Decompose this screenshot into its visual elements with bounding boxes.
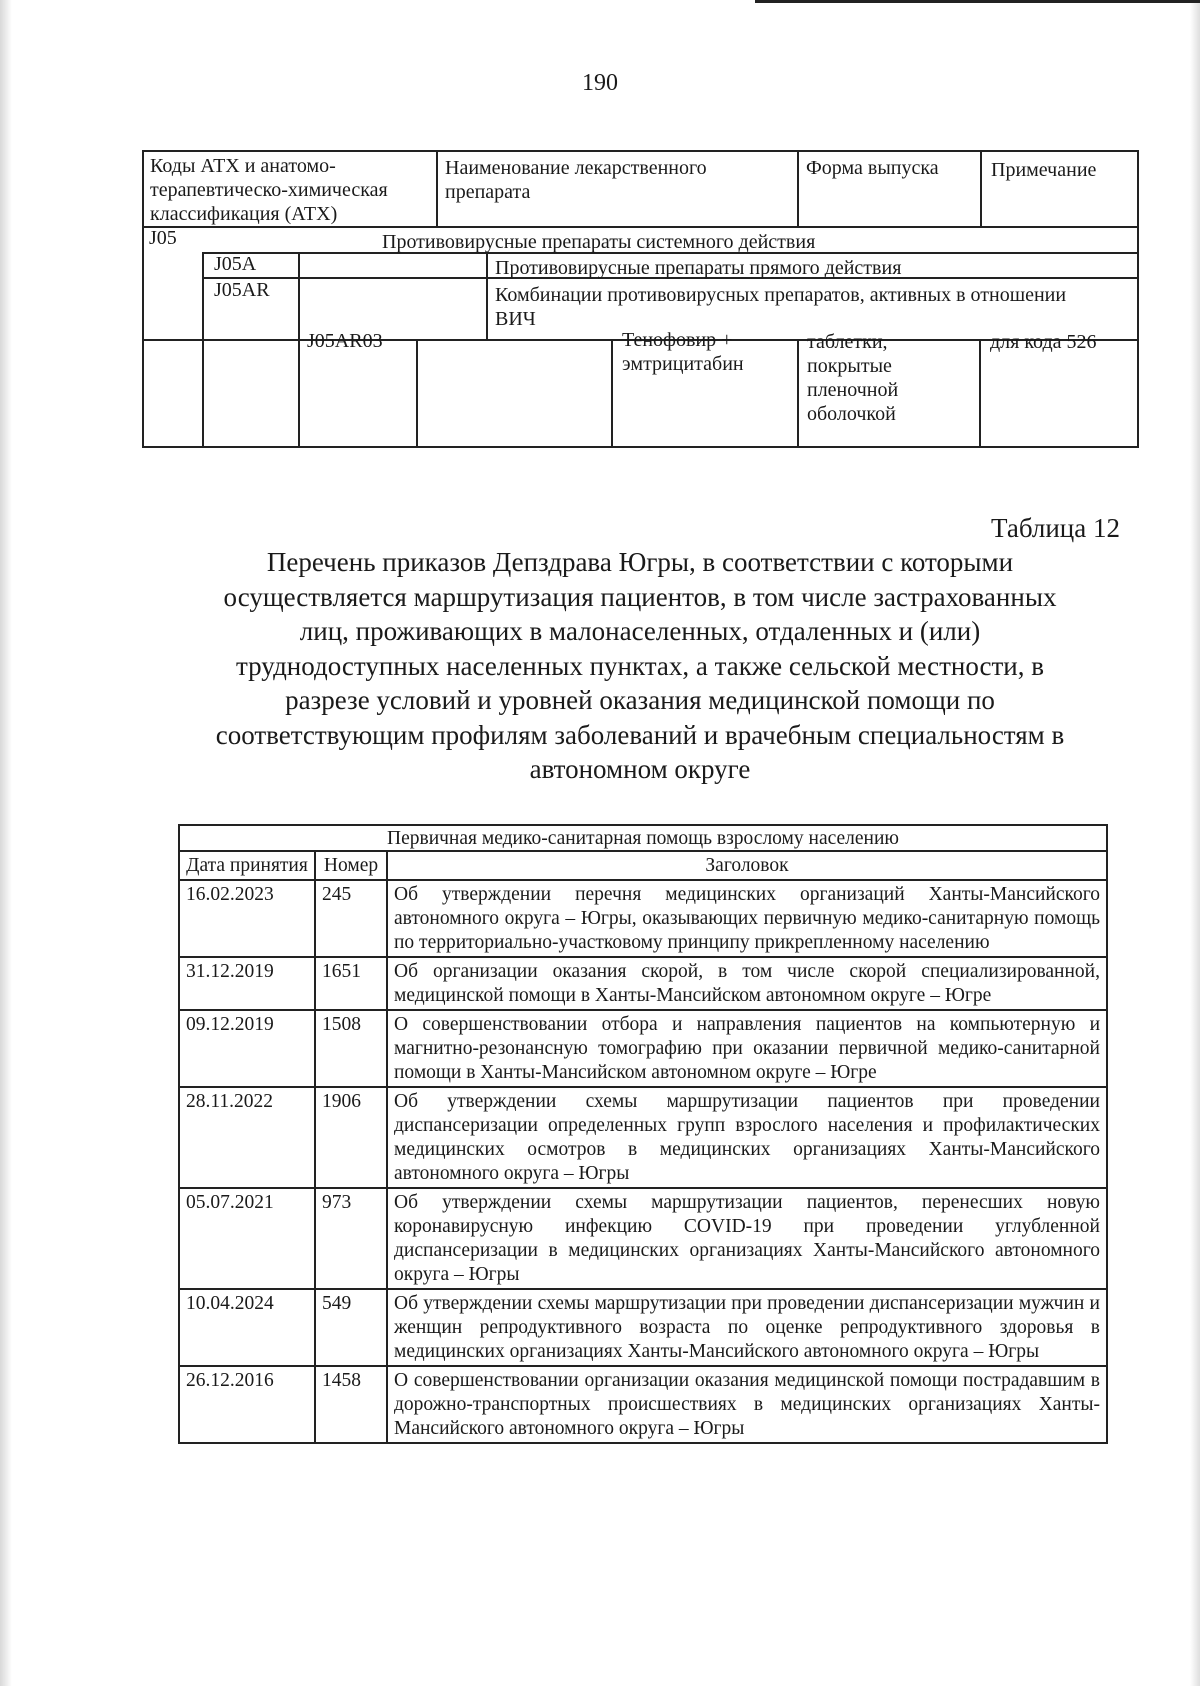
page-number: 190 [582, 70, 618, 96]
atx-rule [298, 252, 300, 446]
atx-drug-note: для кода 526 [990, 331, 1097, 353]
column-header-title: Заголовок [387, 851, 1107, 880]
row-number: 1458 [315, 1366, 387, 1443]
table-row [179, 1188, 1107, 1289]
table-title: Перечень приказов Депздрава Югры, в соответствии с которыми осуществляется маршрутизация пациентов, в том числе застрахованных лиц, проживающих в малонаселенных, отдаленных и (или) труднодоступных населенных пунктах, а также сельской местности, в разрезе условий и уровней оказания медицинской помощи по соответствующим профилям заболеваний и врачебным специальностям в автономном округе [215, 547, 1065, 784]
row-number: 549 [315, 1289, 387, 1366]
atx-rule [980, 152, 982, 226]
row-number: 1508 [315, 1010, 387, 1087]
atx-rule [797, 152, 799, 226]
row-number: 245 [315, 880, 387, 957]
atx-code-j05ar: J05AR [214, 279, 270, 301]
row-title: Об утверждении схемы маршрутизации пациентов при проведении диспансеризации определенных групп взрослого населения и профилактических медицинских осмотров в медицинских организациях Ханты-Мансийского автономного округа – Югры [387, 1087, 1107, 1188]
atx-label-j05a: Противовирусные препараты прямого действия [495, 257, 902, 279]
row-title: Об утверждении схемы маршрутизации при проведении диспансеризации мужчин и женщин репродуктивного возраста по оценке репродуктивного здоровья в медицинских организациях Ханты-Мансийского автономного округа – Югры [387, 1289, 1107, 1366]
atx-header-name: Наименование лекарственного препарата [445, 157, 707, 203]
row-date: 05.07.2021 [179, 1188, 315, 1289]
atx-rule [436, 152, 438, 226]
row-number: 1651 [315, 957, 387, 1010]
atx-rule [797, 339, 799, 446]
row-date: 26.12.2016 [179, 1366, 315, 1443]
row-title: Об организации оказания скорой, в том числе скорой специализированной, медицинской помощи в Ханты-Мансийском автономном округе – Югре [387, 957, 1107, 1010]
table-row [179, 1087, 1107, 1188]
atx-drug-name: Тенофовир + эмтрицитабин [622, 329, 744, 375]
table-row [179, 1366, 1107, 1443]
atx-header-note: Примечание [991, 159, 1097, 181]
row-title: Об утверждении схемы маршрутизации пациентов, перенесших новую коронавирусную инфекцию COVID-19 при проведении углубленной диспансеризации в медицинских организациях Ханты-Мансийского автономного округа – Югры [387, 1188, 1107, 1289]
scan-edge-left [0, 0, 12, 1686]
column-header-date: Дата принятия [179, 851, 315, 880]
atx-code-j05a: J05A [214, 253, 257, 275]
atx-code-j05: J05 [149, 227, 177, 249]
row-date: 31.12.2019 [179, 957, 315, 1010]
row-date: 16.02.2023 [179, 880, 315, 957]
row-title: О совершенствовании организации оказания медицинской помощи пострадавшим в дорожно-транспортных происшествиях в медицинских организациях Ханты-Мансийского автономного округа – Югры [387, 1366, 1107, 1443]
atx-table [142, 150, 1139, 448]
row-date: 09.12.2019 [179, 1010, 315, 1087]
orders-table [178, 824, 1108, 1444]
row-title: Об утверждении перечня медицинских организаций Ханты-Мансийского автономного округа – Югры, оказывающих первичную медико-санитарную помощь по территориально-участковому принципу прикрепленному населению [387, 880, 1107, 957]
atx-header-codes: Коды АТХ и анатомо-терапевтическо-химическая классификация (АТХ) [150, 155, 388, 225]
atx-rule [611, 339, 613, 446]
table-row [179, 957, 1107, 1010]
atx-label-j05: Противовирусные препараты системного действия [382, 231, 816, 253]
table-row [179, 1010, 1107, 1087]
section-header-row [179, 825, 1107, 851]
row-number: 1906 [315, 1087, 387, 1188]
row-date: 10.04.2024 [179, 1289, 315, 1366]
section-header: Первичная медико-санитарная помощь взрослому населению [179, 825, 1107, 851]
atx-rule [486, 252, 488, 339]
row-number: 973 [315, 1188, 387, 1289]
table-row [179, 1289, 1107, 1366]
atx-rule [202, 252, 204, 446]
atx-rule [979, 339, 981, 446]
atx-label-j05ar: Комбинации противовирусных препаратов, активных в отношении ВИЧ [495, 284, 1067, 330]
row-date: 28.11.2022 [179, 1087, 315, 1188]
column-header-number: Номер [315, 851, 387, 880]
table-row [179, 880, 1107, 957]
scan-edge-right [1190, 0, 1200, 1686]
table-label: Таблица 12 [991, 513, 1120, 543]
atx-drug-form: таблетки, покрытые пленочной оболочкой [807, 331, 899, 425]
atx-rule [144, 226, 1137, 228]
atx-header-form: Форма выпуска [806, 157, 939, 179]
atx-rule [416, 339, 418, 446]
column-header-row [179, 851, 1107, 880]
top-rule [755, 0, 1200, 3]
atx-code-j05ar03: J05AR03 [307, 330, 383, 352]
row-title: О совершенствовании отбора и направления пациентов на компьютерную и магнитно-резонансную томографию при оказании первичной медико-санитарной помощи в Ханты-Мансийском автономном округе – Югре [387, 1010, 1107, 1087]
